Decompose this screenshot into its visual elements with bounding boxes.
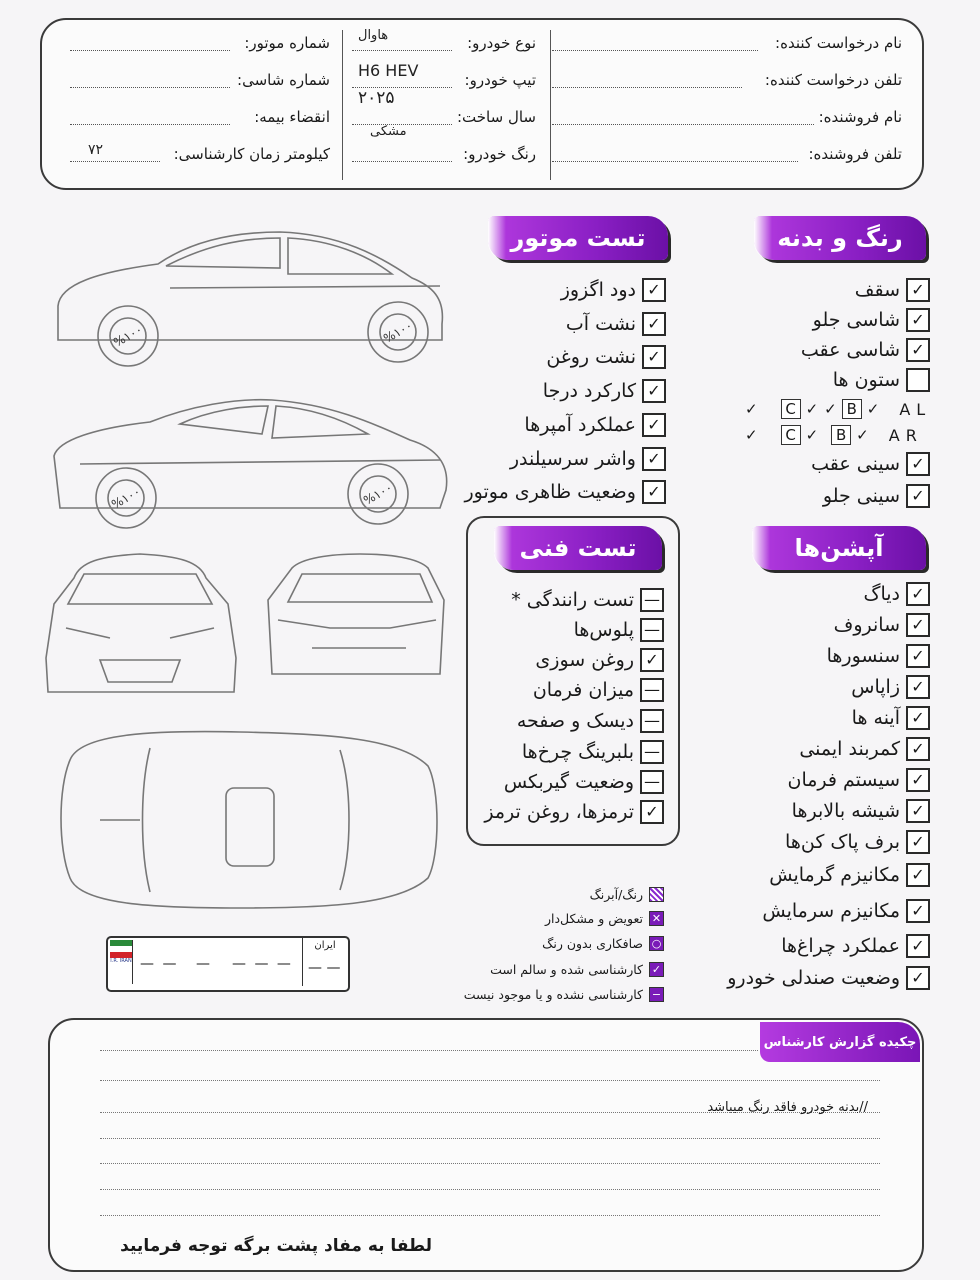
checkbox-icon[interactable]: ✓ [906,613,930,637]
expert-summary-text[interactable]: //بدنه خودرو فاقد رنگ میباشد [707,1100,868,1115]
car-color-value: مشکی [370,124,407,139]
car-trim-value: H6 HEV [358,61,419,80]
check-brakes[interactable]: ✓ ترمزها، روغن ترمز [484,798,664,826]
car-front-view[interactable] [46,554,236,692]
check-oil-burn[interactable]: ✓ روغن سوزی [535,646,664,674]
mileage-value: ۷۲ [88,142,104,158]
legend-item-dent-repair: ○ صافکاری بدون رنگ [542,933,664,953]
checkbox-icon[interactable]: ✓ [642,480,666,504]
checkbox-icon[interactable]: — [640,740,664,764]
header-divider [342,30,343,180]
checkbox-icon[interactable]: ✓ [642,345,666,369]
checkbox-icon[interactable]: ✓ [906,799,930,823]
header-divider [550,30,551,180]
engine-test-banner: تست موتور [488,216,668,260]
pillar-checkbox[interactable]: C [781,399,801,419]
check-sunroof[interactable]: ✓ سانروف [834,611,930,639]
legend-item-not-checked: − کارشناسی نشده و یا موجود نیست [464,984,664,1004]
check-exhaust-smoke[interactable]: ✓ دود اگزوز [561,276,666,304]
check-window-lifts[interactable]: ✓ شیشه بالابرها [792,797,930,825]
pillars-right-row: ✓ C ✓ B ✓ A R [745,425,917,445]
checkbox-icon[interactable]: ✓ [642,413,666,437]
check-mirrors[interactable]: ✓ آینه ها [852,704,930,732]
check-sensors[interactable]: ✓ سنسورها [827,642,930,670]
legend-item-paint: رنگ/آبرنگ [590,884,664,904]
legend-item-ok: ✓ کارشناسی شده و سالم است [490,959,664,979]
checkbox-icon[interactable]: — [640,770,664,794]
checkbox-icon[interactable]: ✓ [906,582,930,606]
x-icon: ✕ [649,911,664,926]
engine-number-field[interactable] [70,50,230,51]
checkbox-icon[interactable]: — [640,678,664,702]
tire-label-rear: %۱۰۰ [111,322,145,350]
checkbox-icon[interactable]: ✓ [906,338,930,362]
footer-note: لطفا به مفاد پشت برگه توجه فرمایید [120,1236,432,1256]
checkbox-icon[interactable]: ✓ [906,966,930,990]
check-heating[interactable]: ✓ مکانیزم گرمایش [769,861,930,889]
seller-phone-label: تلفن فروشنده: [808,145,902,163]
requester-phone-label: تلفن درخواست کننده: [764,71,902,89]
checkbox-icon[interactable]: ✓ [906,308,930,332]
checkbox-icon[interactable]: ✓ [906,452,930,476]
check-axles[interactable]: — پلوس‌ها [574,616,664,644]
insurance-expiry-label: انقضاء بیمه: [254,108,330,126]
iran-flag-icon: I.R. IRAN [110,940,133,984]
checkbox-icon[interactable]: — [640,709,664,733]
pillar-checkbox[interactable]: C [781,425,801,445]
technical-test-banner: تست فنی [494,526,662,570]
check-steering-alignment[interactable]: — میزان فرمان [533,676,664,704]
chassis-number-label: شماره شاسی: [237,71,330,89]
pillars-left-row: ✓ C ✓ ✓ B ✓ A L [745,399,926,419]
checkbox-icon[interactable]: — [640,618,664,642]
check-head-gasket[interactable]: ✓ واشر سرسیلندر [510,445,666,473]
expert-summary-title: چکیده گزارش کارشناس [760,1022,920,1062]
check-front-chassis[interactable]: ✓ شاسی جلو [813,306,930,334]
check-pillars[interactable]: ستون ها [833,366,930,394]
checkbox-icon[interactable]: ✓ [906,863,930,887]
car-type-field[interactable] [352,50,452,51]
car-type-label: نوع خودرو: [467,34,536,52]
check-oil-leak[interactable]: ✓ نشت روغن [546,343,666,371]
checkbox-icon[interactable]: ✓ [906,484,930,508]
checkbox-icon[interactable]: ✓ [640,648,664,672]
check-road-test[interactable]: — تست رانندگی * [511,586,664,614]
car-trim-label: تیپ خودرو: [464,71,536,89]
check-rear-tray[interactable]: ✓ سینی عقب [811,450,930,478]
checkbox-icon[interactable]: ✓ [642,278,666,302]
checkbox-icon[interactable] [906,368,930,392]
check-front-tray[interactable]: ✓ سینی جلو [823,482,930,510]
checkbox-icon[interactable]: ✓ [642,312,666,336]
check-gearbox[interactable]: — وضعیت گیربکس [504,768,664,796]
chassis-number-field[interactable] [70,87,230,88]
checkbox-icon[interactable]: ✓ [906,899,930,923]
checkbox-icon[interactable]: ✓ [906,830,930,854]
checkbox-icon[interactable]: ✓ [906,675,930,699]
car-rear-view[interactable] [268,554,444,674]
checkbox-icon[interactable]: ✓ [640,800,664,824]
checkbox-icon[interactable]: ✓ [642,379,666,403]
legend-item-replaced: ✕ تعویض و مشکل‌دار [545,908,664,928]
pillar-checkbox[interactable]: B [831,425,851,445]
car-type-value: هاوال [358,28,389,43]
check-seatbelt[interactable]: ✓ کمربند ایمنی [799,735,930,763]
car-color-field[interactable] [352,161,452,162]
tire-label-front-left: %۱۰۰ [109,484,143,512]
check-engine-appearance[interactable]: ✓ وضعیت ظاهری موتور [464,478,666,506]
check-lights[interactable]: ✓ عملکرد چراغ‌ها [781,932,930,960]
check-wipers[interactable]: ✓ برف پاک کن‌ها [785,828,930,856]
checkbox-icon[interactable]: ✓ [906,737,930,761]
checkbox-icon[interactable]: ✓ [906,278,930,302]
dash-icon: − [649,987,664,1002]
car-side-view-left[interactable] [54,400,447,528]
seller-phone-field[interactable] [552,161,798,162]
check-seats[interactable]: ✓ وضعیت صندلی خودرو [727,964,930,992]
check-water-leak[interactable]: ✓ نشت آب [566,310,666,338]
car-body-diagrams[interactable] [40,228,460,940]
checkbox-icon[interactable]: — [640,588,664,612]
checkbox-icon[interactable]: ✓ [906,934,930,958]
tire-label-rear-left: %۱۰۰ [361,480,395,508]
build-year-value: ۲۰۲۵ [358,88,395,108]
pillar-checkbox[interactable]: B [842,399,862,419]
check-cooling[interactable]: ✓ مکانیزم سرمایش [762,897,930,925]
checkbox-icon[interactable]: ✓ [906,768,930,792]
seller-name-label: نام فروشنده: [818,108,902,126]
check-icon: ✓ [649,962,664,977]
check-roof[interactable]: ✓ سقف [855,276,930,304]
car-color-label: رنگ خودرو: [463,145,536,163]
check-spare-tire[interactable]: ✓ زاپاس [851,673,930,701]
tire-label-front: %۱۰۰ [381,318,415,346]
check-rear-chassis[interactable]: ✓ شاسی عقب [801,336,930,364]
engine-number-label: شماره موتور: [244,34,330,52]
hatch-icon [649,887,664,902]
options-banner: آپشن‌ها [752,526,926,570]
checkbox-icon[interactable]: ✓ [642,447,666,471]
mileage-field[interactable] [70,161,160,162]
check-idle[interactable]: ✓ کارکرد درجا [543,377,666,405]
checkbox-icon[interactable]: ✓ [906,706,930,730]
circle-icon: ○ [649,936,664,951]
insurance-expiry-field[interactable] [70,124,230,125]
check-diag[interactable]: ✓ دیاگ [863,580,930,608]
requester-name-label: نام درخواست کننده: [775,34,902,52]
check-clutch[interactable]: — دیسک و صفحه [517,707,664,735]
license-plate[interactable]: I.R. IRAN — — — — — — ایران — — [106,936,350,992]
car-top-view[interactable] [61,732,437,908]
build-year-label: سال ساخت: [457,108,536,126]
requester-name-field[interactable] [552,50,758,51]
seller-name-field[interactable] [552,124,814,125]
checkbox-icon[interactable]: ✓ [906,644,930,668]
requester-phone-field[interactable] [552,87,742,88]
paint-body-banner: رنگ و بدنه [754,216,926,260]
check-steering-system[interactable]: ✓ سیستم فرمان [787,766,930,794]
check-wheel-bearings[interactable]: — بلبرینگ چرخ‌ها [522,738,664,766]
check-gauges[interactable]: ✓ عملکرد آمپرها [524,411,666,439]
mileage-label: کیلومتر زمان کارشناسی: [173,145,330,163]
